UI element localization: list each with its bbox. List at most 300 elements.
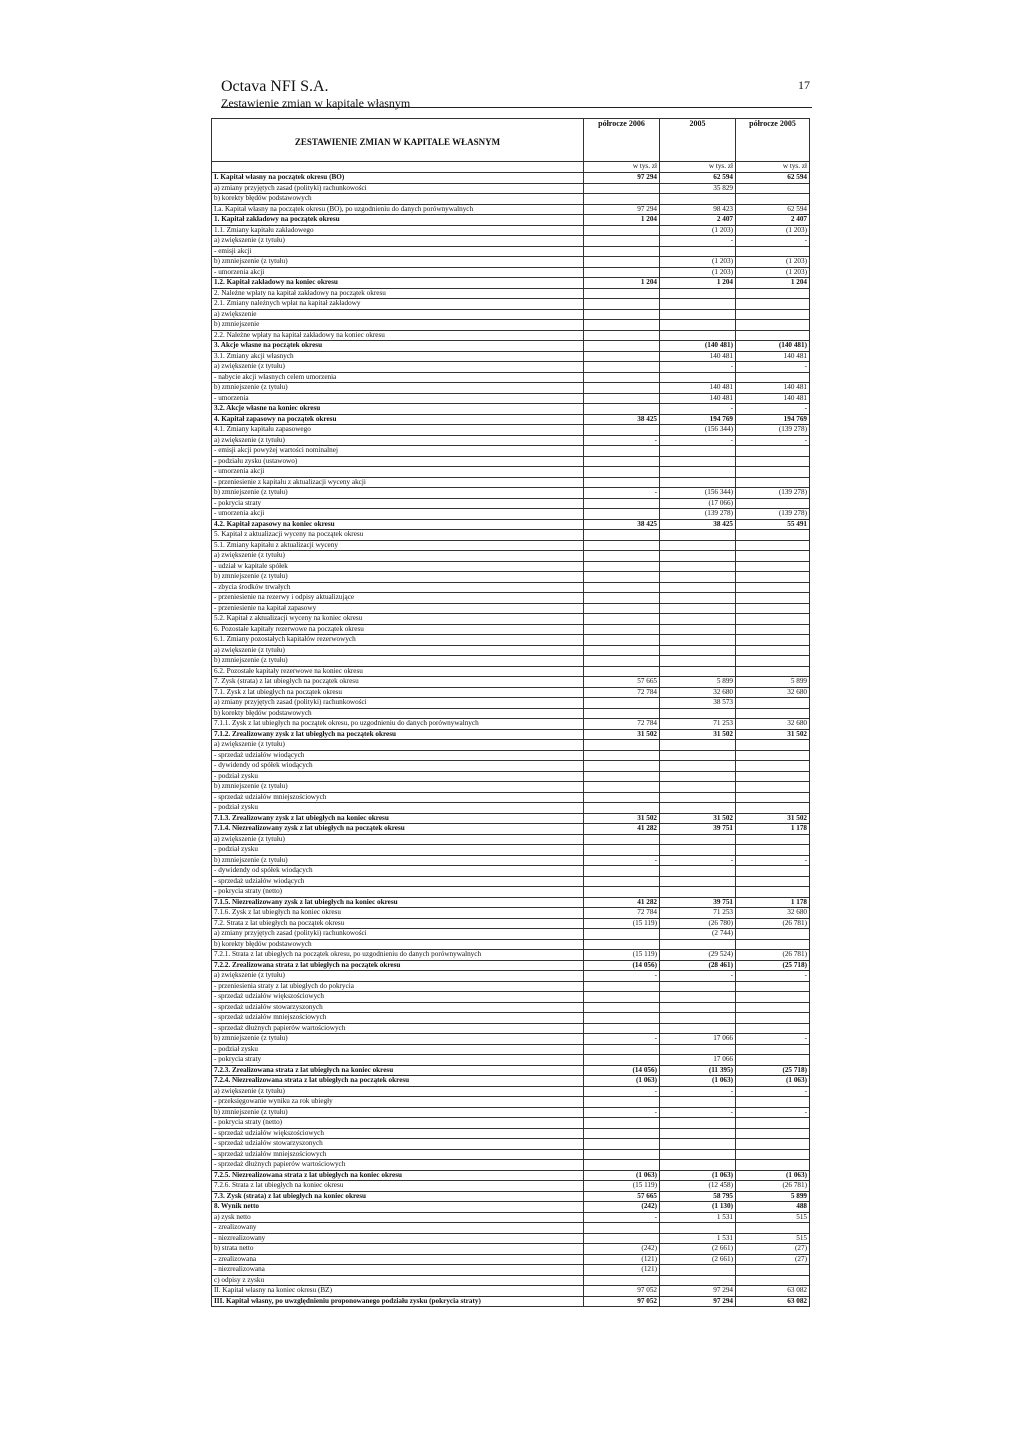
row-label: a) zwiększenie — [212, 309, 584, 320]
row-value — [584, 236, 660, 247]
table-row — [212, 1034, 810, 1045]
row-value: 31 502 — [584, 813, 660, 824]
row-label: - przeksięgowanie wyniku za rok ubiegły — [212, 1097, 584, 1108]
row-label: 4.1. Zmiany kapitału zapasowego — [212, 425, 584, 436]
row-value: (26 781) — [736, 918, 810, 929]
row-label: 5.2. Kapitał z aktualizacji wyceny na koniec okresu — [212, 614, 584, 625]
row-label: - przeniesienia straty z lat ubiegłych do pokrycia — [212, 981, 584, 992]
table-row — [212, 372, 810, 383]
row-value: 2 407 — [736, 215, 810, 226]
row-value: 62 594 — [736, 204, 810, 215]
row-value: - — [584, 488, 660, 499]
row-label: 3.1. Zmiany akcji własnych — [212, 351, 584, 362]
row-label: a) zwiększenie (z tytułu) — [212, 740, 584, 751]
row-value — [660, 771, 736, 782]
row-value: 97 294 — [584, 173, 660, 184]
table-row — [212, 1107, 810, 1118]
table-row — [212, 708, 810, 719]
row-value — [736, 1139, 810, 1150]
row-label: b) korekty błędów podstawowych — [212, 708, 584, 719]
row-value: - — [736, 971, 810, 982]
row-value — [736, 593, 810, 604]
table-row — [212, 498, 810, 509]
row-label: 7.1.4. Niezrealizowany zysk z lat ubiegłych na początek okresu — [212, 824, 584, 835]
row-value — [584, 299, 660, 310]
table-row — [212, 939, 810, 950]
row-value: (1 203) — [660, 225, 736, 236]
row-value — [584, 551, 660, 562]
row-value — [660, 467, 736, 478]
row-value: 31 502 — [736, 729, 810, 740]
row-value: (1 063) — [736, 1076, 810, 1087]
row-value: (121) — [584, 1265, 660, 1276]
row-value: (26 781) — [736, 1181, 810, 1192]
row-value — [736, 624, 810, 635]
table-row — [212, 309, 810, 320]
row-label: - emisji akcji — [212, 246, 584, 257]
row-value: 5 899 — [736, 1191, 810, 1202]
row-value — [584, 320, 660, 331]
table-row — [212, 1212, 810, 1223]
row-value — [584, 1023, 660, 1034]
row-value — [736, 761, 810, 772]
row-value — [660, 299, 736, 310]
table-row — [212, 393, 810, 404]
table-row — [212, 1275, 810, 1286]
row-value: 140 481 — [660, 351, 736, 362]
row-label: - zbycia środków trwałych — [212, 582, 584, 593]
row-value — [660, 635, 736, 646]
table-row — [212, 215, 810, 226]
row-value — [736, 876, 810, 887]
table-row — [212, 1202, 810, 1213]
table-row — [212, 1086, 810, 1097]
row-value — [736, 1275, 810, 1286]
row-value: - — [584, 1107, 660, 1118]
row-value: - — [660, 435, 736, 446]
header-rule — [221, 107, 812, 108]
row-value: (1 130) — [660, 1202, 736, 1213]
row-label: - podział zysku — [212, 771, 584, 782]
row-value — [584, 509, 660, 520]
row-value — [584, 498, 660, 509]
row-value — [736, 866, 810, 877]
table-row — [212, 582, 810, 593]
row-value — [584, 771, 660, 782]
column-header: półrocze 2005 — [736, 119, 810, 162]
row-value — [736, 1055, 810, 1066]
row-value — [584, 362, 660, 373]
row-value — [736, 1128, 810, 1139]
row-value: (1 203) — [736, 267, 810, 278]
table-row — [212, 1013, 810, 1024]
row-value: 41 282 — [584, 897, 660, 908]
row-value — [584, 530, 660, 541]
table-row — [212, 1076, 810, 1087]
row-label: 7.1.6. Zysk z lat ubiegłych na koniec okresu — [212, 908, 584, 919]
row-label: b) zmniejszenie (z tytułu) — [212, 855, 584, 866]
row-value: (15 119) — [584, 950, 660, 961]
row-value — [660, 1139, 736, 1150]
row-label: III. Kapitał własny, po uwzględnieniu proponowanego podziału zysku (pokrycia straty) — [212, 1296, 584, 1307]
row-value: 97 052 — [584, 1296, 660, 1307]
row-value: 1 204 — [660, 278, 736, 289]
row-label: 7.2.1. Strata z lat ubiegłych na początek okresu, po uzgodnieniu do danych porównywalnych — [212, 950, 584, 961]
row-value — [736, 183, 810, 194]
row-value — [660, 1149, 736, 1160]
row-value — [736, 540, 810, 551]
table-row — [212, 194, 810, 205]
row-value — [660, 1160, 736, 1171]
row-value — [660, 666, 736, 677]
row-value — [660, 981, 736, 992]
row-value — [584, 467, 660, 478]
row-value — [584, 1055, 660, 1066]
row-value — [584, 845, 660, 856]
row-value: - — [736, 404, 810, 415]
row-value — [736, 530, 810, 541]
row-value — [660, 593, 736, 604]
row-value: (2 744) — [660, 929, 736, 940]
table-row — [212, 971, 810, 982]
row-value — [584, 1097, 660, 1108]
row-value: - — [736, 855, 810, 866]
row-value — [660, 330, 736, 341]
row-label: b) zmniejszenie (z tytułu) — [212, 488, 584, 499]
row-value: 31 502 — [584, 729, 660, 740]
row-value: 140 481 — [660, 383, 736, 394]
row-label: 7.1.3. Zrealizowany zysk z lat ubiegłych na koniec okresu — [212, 813, 584, 824]
row-value — [660, 845, 736, 856]
row-value: 1 178 — [736, 824, 810, 835]
row-value — [584, 645, 660, 656]
row-value — [736, 299, 810, 310]
row-value: (242) — [584, 1244, 660, 1255]
row-value: 488 — [736, 1202, 810, 1213]
row-label: 2. Należne wpłaty na kapitał zakładowy na początek okresu — [212, 288, 584, 299]
row-value: - — [584, 1086, 660, 1097]
table-row — [212, 1118, 810, 1129]
row-label: - sprzedaż udziałów stowarzyszonych — [212, 1002, 584, 1013]
table-row — [212, 887, 810, 898]
row-value — [736, 635, 810, 646]
row-value — [660, 1265, 736, 1276]
row-value: 515 — [736, 1212, 810, 1223]
row-value: - — [736, 362, 810, 373]
document-subtitle: Zestawienie zmian w kapitale własnym — [221, 96, 411, 110]
table-row — [212, 740, 810, 751]
row-label: - udział w kapitale spółek — [212, 561, 584, 572]
row-value — [736, 981, 810, 992]
row-value — [584, 834, 660, 845]
table-row — [212, 687, 810, 698]
row-value — [660, 992, 736, 1003]
row-value: 31 502 — [660, 729, 736, 740]
table-row — [212, 467, 810, 478]
table-row — [212, 960, 810, 971]
table-row — [212, 488, 810, 499]
row-label: a) zmiany przyjętych zasad (polityki) rachunkowości — [212, 698, 584, 709]
row-label: - nabycie akcji własnych celem umorzenia — [212, 372, 584, 383]
row-value: 41 282 — [584, 824, 660, 835]
row-value: (139 278) — [736, 488, 810, 499]
table-row — [212, 1128, 810, 1139]
row-label: 3.2. Akcje własne na koniec okresu — [212, 404, 584, 415]
table-row — [212, 918, 810, 929]
row-label: II. Kapitał własny na koniec okresu (BZ) — [212, 1286, 584, 1297]
row-value — [736, 572, 810, 583]
table-row — [212, 1191, 810, 1202]
table-row — [212, 677, 810, 688]
table-row — [212, 1296, 810, 1307]
row-value — [584, 1002, 660, 1013]
row-value: 97 294 — [660, 1296, 736, 1307]
page-number: 17 — [798, 78, 810, 92]
unit-label: w tys. zł — [660, 162, 736, 173]
row-label: - umorzenia akcji — [212, 267, 584, 278]
row-value: (25 718) — [736, 1065, 810, 1076]
row-value — [584, 446, 660, 457]
row-label: 3. Akcje własne na początek okresu — [212, 341, 584, 352]
table-row — [212, 866, 810, 877]
row-value — [736, 1118, 810, 1129]
row-label: - pokrycia straty (netto) — [212, 887, 584, 898]
row-label: - niezrealizowana — [212, 1265, 584, 1276]
row-value — [660, 740, 736, 751]
row-value — [660, 456, 736, 467]
row-value — [736, 750, 810, 761]
row-label: - zrealizowany — [212, 1223, 584, 1234]
row-value — [736, 498, 810, 509]
row-value — [584, 1139, 660, 1150]
row-label: - sprzedaż udziałów mniejszościowych — [212, 1013, 584, 1024]
row-value: 1 178 — [736, 897, 810, 908]
row-value: 32 680 — [736, 719, 810, 730]
row-label: - podział zysku — [212, 1044, 584, 1055]
row-value — [660, 656, 736, 667]
row-value — [736, 1013, 810, 1024]
row-value — [736, 561, 810, 572]
row-label: - sprzedaż udziałów mniejszościowych — [212, 1149, 584, 1160]
row-value: - — [736, 1107, 810, 1118]
row-value — [736, 771, 810, 782]
row-value — [584, 876, 660, 887]
table-row — [212, 908, 810, 919]
table-row — [212, 950, 810, 961]
table-header-row — [212, 119, 810, 162]
table-row — [212, 624, 810, 635]
row-label: 5. Kapitał z aktualizacji wyceny na początek okresu — [212, 530, 584, 541]
row-value: (29 524) — [660, 950, 736, 961]
table-row — [212, 173, 810, 184]
table-row — [212, 299, 810, 310]
table-row — [212, 572, 810, 583]
row-value: (139 278) — [660, 509, 736, 520]
row-value — [584, 309, 660, 320]
row-label: 5.1. Zmiany kapitału z aktualizacji wyceny — [212, 540, 584, 551]
row-value — [660, 1002, 736, 1013]
table-row — [212, 267, 810, 278]
row-value: 5 899 — [736, 677, 810, 688]
table-row — [212, 803, 810, 814]
table-row — [212, 656, 810, 667]
row-label: b) korekty błędów podstawowych — [212, 939, 584, 950]
row-label: 4.2. Kapitał zapasowy na koniec okresu — [212, 519, 584, 530]
row-value: (2 661) — [660, 1244, 736, 1255]
row-value — [584, 887, 660, 898]
row-value: (26 781) — [736, 950, 810, 961]
row-value: 38 425 — [584, 519, 660, 530]
row-label: 1.1. Zmiany kapitału zakładowego — [212, 225, 584, 236]
row-label: I. Kapitał własny na początek okresu (BO) — [212, 173, 584, 184]
row-value — [584, 1149, 660, 1160]
row-value — [584, 761, 660, 772]
row-label: - dywidendy od spółek wiodących — [212, 866, 584, 877]
row-value: (139 278) — [736, 425, 810, 436]
row-value: 194 769 — [660, 414, 736, 425]
row-value: (140 481) — [736, 341, 810, 352]
table-row — [212, 1097, 810, 1108]
row-value — [584, 183, 660, 194]
row-value: 62 594 — [660, 173, 736, 184]
row-value: (121) — [584, 1254, 660, 1265]
row-label: - przeniesienie z kapitału z aktualizacji wyceny akcji — [212, 477, 584, 488]
row-value — [584, 866, 660, 877]
row-value — [584, 1128, 660, 1139]
row-value: (156 344) — [660, 488, 736, 499]
row-value — [736, 372, 810, 383]
row-label: 7.2.5. Niezrealizowana strata z lat ubiegłych na koniec okresu — [212, 1170, 584, 1181]
row-value — [660, 603, 736, 614]
row-value: 97 294 — [584, 204, 660, 215]
row-value — [584, 603, 660, 614]
row-value — [660, 782, 736, 793]
row-value: - — [584, 1212, 660, 1223]
row-value — [584, 372, 660, 383]
row-value: 63 082 — [736, 1286, 810, 1297]
row-label: 2.2. Należne wpłaty na kapitał zakładowy na koniec okresu — [212, 330, 584, 341]
row-value: - — [736, 1034, 810, 1045]
row-label: - dywidendy od spółek wiodących — [212, 761, 584, 772]
row-value — [736, 1265, 810, 1276]
row-label: - zrealizowana — [212, 1254, 584, 1265]
row-value: - — [660, 855, 736, 866]
row-value: (25 718) — [736, 960, 810, 971]
row-value — [736, 740, 810, 751]
row-label: - sprzedaż udziałów mniejszościowych — [212, 792, 584, 803]
row-value — [736, 834, 810, 845]
row-value — [660, 708, 736, 719]
table-row — [212, 792, 810, 803]
row-value — [584, 330, 660, 341]
row-value — [584, 194, 660, 205]
unit-label: w tys. zł — [584, 162, 660, 173]
row-label: b) zmniejszenie (z tytułu) — [212, 656, 584, 667]
table-title: ZESTAWIENIE ZMIAN W KAPITALE WŁASNYM — [212, 119, 584, 162]
row-value — [584, 351, 660, 362]
table-row — [212, 729, 810, 740]
row-value — [660, 320, 736, 331]
table-row — [212, 834, 810, 845]
table-row — [212, 876, 810, 887]
row-value — [584, 740, 660, 751]
row-value: 72 784 — [584, 908, 660, 919]
row-value — [660, 1044, 736, 1055]
row-label: 2.1. Zmiany należnych wpłat na kapitał zakładowy — [212, 299, 584, 310]
row-value: 57 665 — [584, 1191, 660, 1202]
row-value — [584, 750, 660, 761]
table-row — [212, 383, 810, 394]
row-value — [660, 1097, 736, 1108]
row-value — [736, 456, 810, 467]
row-label: a) zwiększenie (z tytułu) — [212, 435, 584, 446]
row-value: 55 491 — [736, 519, 810, 530]
row-value: 1 531 — [660, 1233, 736, 1244]
row-value: 71 253 — [660, 719, 736, 730]
unit-label: w tys. zł — [736, 162, 810, 173]
row-value — [660, 530, 736, 541]
row-label: b) zmniejszenie (z tytułu) — [212, 1034, 584, 1045]
row-value: 58 795 — [660, 1191, 736, 1202]
row-value: 97 294 — [660, 1286, 736, 1297]
row-label: a) zwiększenie (z tytułu) — [212, 236, 584, 247]
row-label: b) strata netto — [212, 1244, 584, 1255]
table-row — [212, 225, 810, 236]
row-label: - sprzedaż dłużnych papierów wartościowych — [212, 1023, 584, 1034]
row-value — [736, 320, 810, 331]
row-value — [660, 1118, 736, 1129]
row-value: - — [660, 1107, 736, 1118]
row-value — [736, 1002, 810, 1013]
row-value — [660, 803, 736, 814]
table-row — [212, 341, 810, 352]
row-label: - sprzedaż udziałów większościowych — [212, 1128, 584, 1139]
row-label: 7.2.2. Zrealizowana strata z lat ubiegłych na początek okresu — [212, 960, 584, 971]
row-value — [660, 834, 736, 845]
row-label: b) zmniejszenie (z tytułu) — [212, 782, 584, 793]
row-label: 4. Kapitał zapasowy na początek okresu — [212, 414, 584, 425]
row-value — [660, 246, 736, 257]
row-value — [584, 246, 660, 257]
row-value — [584, 698, 660, 709]
row-value — [584, 666, 660, 677]
row-value — [584, 393, 660, 404]
row-value — [660, 645, 736, 656]
row-value — [736, 246, 810, 257]
row-value: (1 063) — [660, 1170, 736, 1181]
table-row — [212, 509, 810, 520]
row-label: 7.2.6. Strata z lat ubiegłych na koniec okresu — [212, 1181, 584, 1192]
table-row — [212, 1223, 810, 1234]
row-value — [736, 467, 810, 478]
row-label: a) zmiany przyjętych zasad (polityki) rachunkowości — [212, 929, 584, 940]
row-value — [736, 1160, 810, 1171]
table-row — [212, 278, 810, 289]
table-row — [212, 1265, 810, 1276]
row-value — [584, 635, 660, 646]
row-value: 72 784 — [584, 687, 660, 698]
row-label: - sprzedaż udziałów stowarzyszonych — [212, 1139, 584, 1150]
column-header: 2005 — [660, 119, 736, 162]
row-value: (1 063) — [584, 1170, 660, 1181]
table-row — [212, 519, 810, 530]
row-label: a) zwiększenie (z tytułu) — [212, 971, 584, 982]
row-value — [584, 425, 660, 436]
units-row — [212, 162, 810, 173]
row-value — [584, 477, 660, 488]
row-value: 31 502 — [736, 813, 810, 824]
row-value: - — [660, 362, 736, 373]
